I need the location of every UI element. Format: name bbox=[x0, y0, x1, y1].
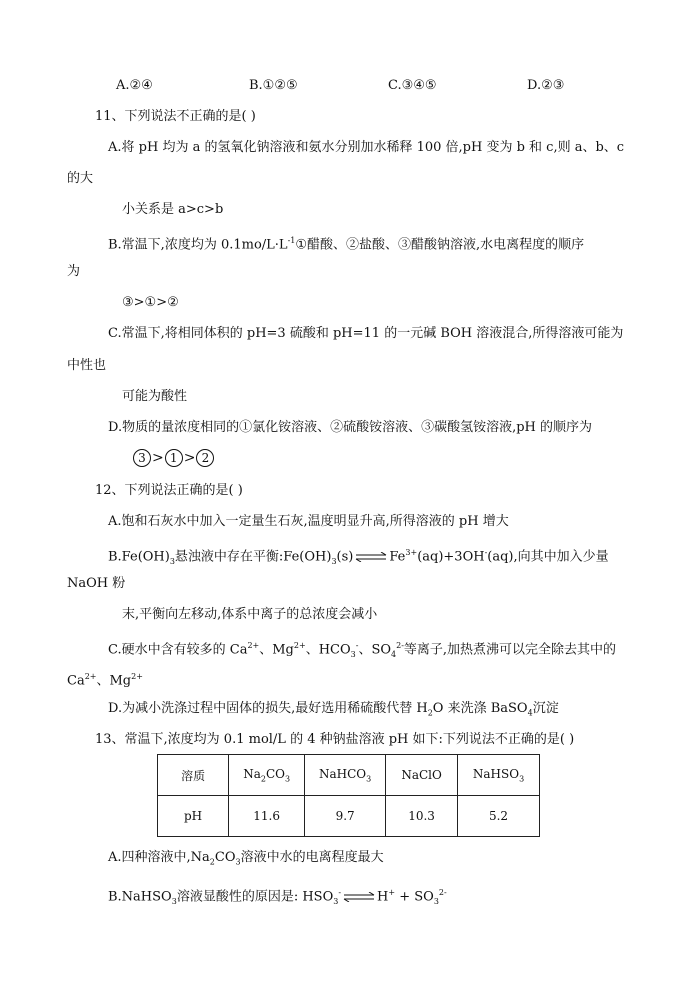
q11-c-line3: 可能为酸性 bbox=[122, 389, 188, 404]
q12-b-line2: NaOH 粉 bbox=[67, 576, 126, 591]
q12-b-line1: $B.Fe(OH)_3$悬浊液中存在平衡$:Fe(OH)_3(s)$ $Fe^{3+}(aq)+3OH^-(aq)$,向其中加入少量 bbox=[108, 548, 609, 566]
q11-b-line3: ③>①>② bbox=[122, 295, 179, 310]
option-a: A.②④ bbox=[116, 78, 153, 93]
option-b: B.①②⑤ bbox=[249, 78, 298, 93]
q11-c-line1: C.常温下,将相同体积的 pH=3 硫酸和 pH=11 的一元碱 BOH 溶液混合,所得溶液可能为 bbox=[108, 326, 624, 341]
table-row bbox=[158, 796, 540, 837]
option-d: D.②③ bbox=[527, 78, 565, 93]
q12-d: D.为减小洗涤过程中固体的损失,最好选用稀硫酸代替 $H_2O$ 来洗涤 BaSO$_4$沉淀 bbox=[108, 701, 559, 718]
q12-c-line1: C.硬水中含有较多的 $Ca^{2+}$、$Mg^{2+}$、$HCO_3^-$、$SO_4^{2-}$等离子,加热煮沸可以完全除去其中的 bbox=[108, 641, 617, 659]
q12-c-line2: $Ca^{2+}$、$Mg^{2+}$ bbox=[67, 672, 143, 689]
equilibrium-arrow-icon bbox=[343, 892, 375, 902]
table-header-cell: NaHSO$_3$ bbox=[458, 755, 540, 796]
table-header-cell: NaHCO$_3$ bbox=[305, 755, 386, 796]
table-header-cell: $Na_2CO_3$ bbox=[229, 755, 305, 796]
question-12-stem: 12、下列说法正确的是( ) bbox=[95, 483, 243, 498]
table-cell: pH bbox=[158, 796, 229, 837]
circled-number: 3 bbox=[133, 449, 151, 467]
q13-a: A.四种溶液中$,Na_2CO_3$溶液中水的电离程度最大 bbox=[108, 850, 384, 867]
table-row bbox=[158, 755, 540, 796]
question-11-stem: 11、下列说法不正确的是( ) bbox=[95, 109, 256, 124]
q12-b-line3: 末,平衡向左移动,体系中离子的总浓度会减小 bbox=[122, 607, 378, 622]
table-header-cell: NaClO bbox=[386, 755, 458, 796]
table-cell: 10.3 bbox=[386, 796, 458, 837]
q11-b-line2: 为 bbox=[67, 264, 81, 279]
q11-b-line1: B.常温下,浓度均为 $0.1mo/L\cdot L^{-1}①$醋酸、②盐酸、③醋酸钠溶液,水电离程度的顺序 bbox=[108, 236, 585, 253]
q12-a: A.饱和石灰水中加入一定量生石灰,温度明显升高,所得溶液的 pH 增大 bbox=[108, 514, 509, 529]
option-c: C.③④⑤ bbox=[388, 78, 437, 93]
table-cell: 11.6 bbox=[229, 796, 305, 837]
table-cell: 9.7 bbox=[305, 796, 386, 837]
q11-d-order: 3 > 1 > 2 bbox=[132, 448, 215, 469]
equilibrium-arrow-icon bbox=[355, 552, 387, 562]
table-cell: 5.2 bbox=[458, 796, 540, 837]
q11-c-line2: 中性也 bbox=[67, 358, 107, 373]
circled-number: 2 bbox=[196, 449, 214, 467]
table-header-cell: 溶质 bbox=[158, 755, 229, 796]
q11-a-line3: 小关系是 a>c>b bbox=[122, 202, 224, 217]
q11-d-line1: D.物质的量浓度相同的①氯化铵溶液、②硫酸铵溶液、③碳酸氢铵溶液,pH 的顺序为 bbox=[108, 420, 593, 435]
circled-number: 1 bbox=[165, 449, 183, 467]
q13-b: B.NaHSO$_3$溶液显酸性的原因是: $HSO_3^-$ $H^+ + SO_3^{2-}$ bbox=[108, 888, 447, 906]
ph-table bbox=[157, 754, 540, 837]
q11-a-line2: 的大 bbox=[67, 171, 94, 186]
q11-a-line1: A.将 pH 均为 a 的氢氧化钠溶液和氨水分别加水稀释 100 倍,pH 变为 b 和 c,则 a、b、c bbox=[108, 140, 625, 155]
question-13-stem: 13、常温下,浓度均为 0.1 mol/L 的 4 种钠盐溶液 pH 如下:下列说法不正确的是( ) bbox=[95, 732, 575, 747]
